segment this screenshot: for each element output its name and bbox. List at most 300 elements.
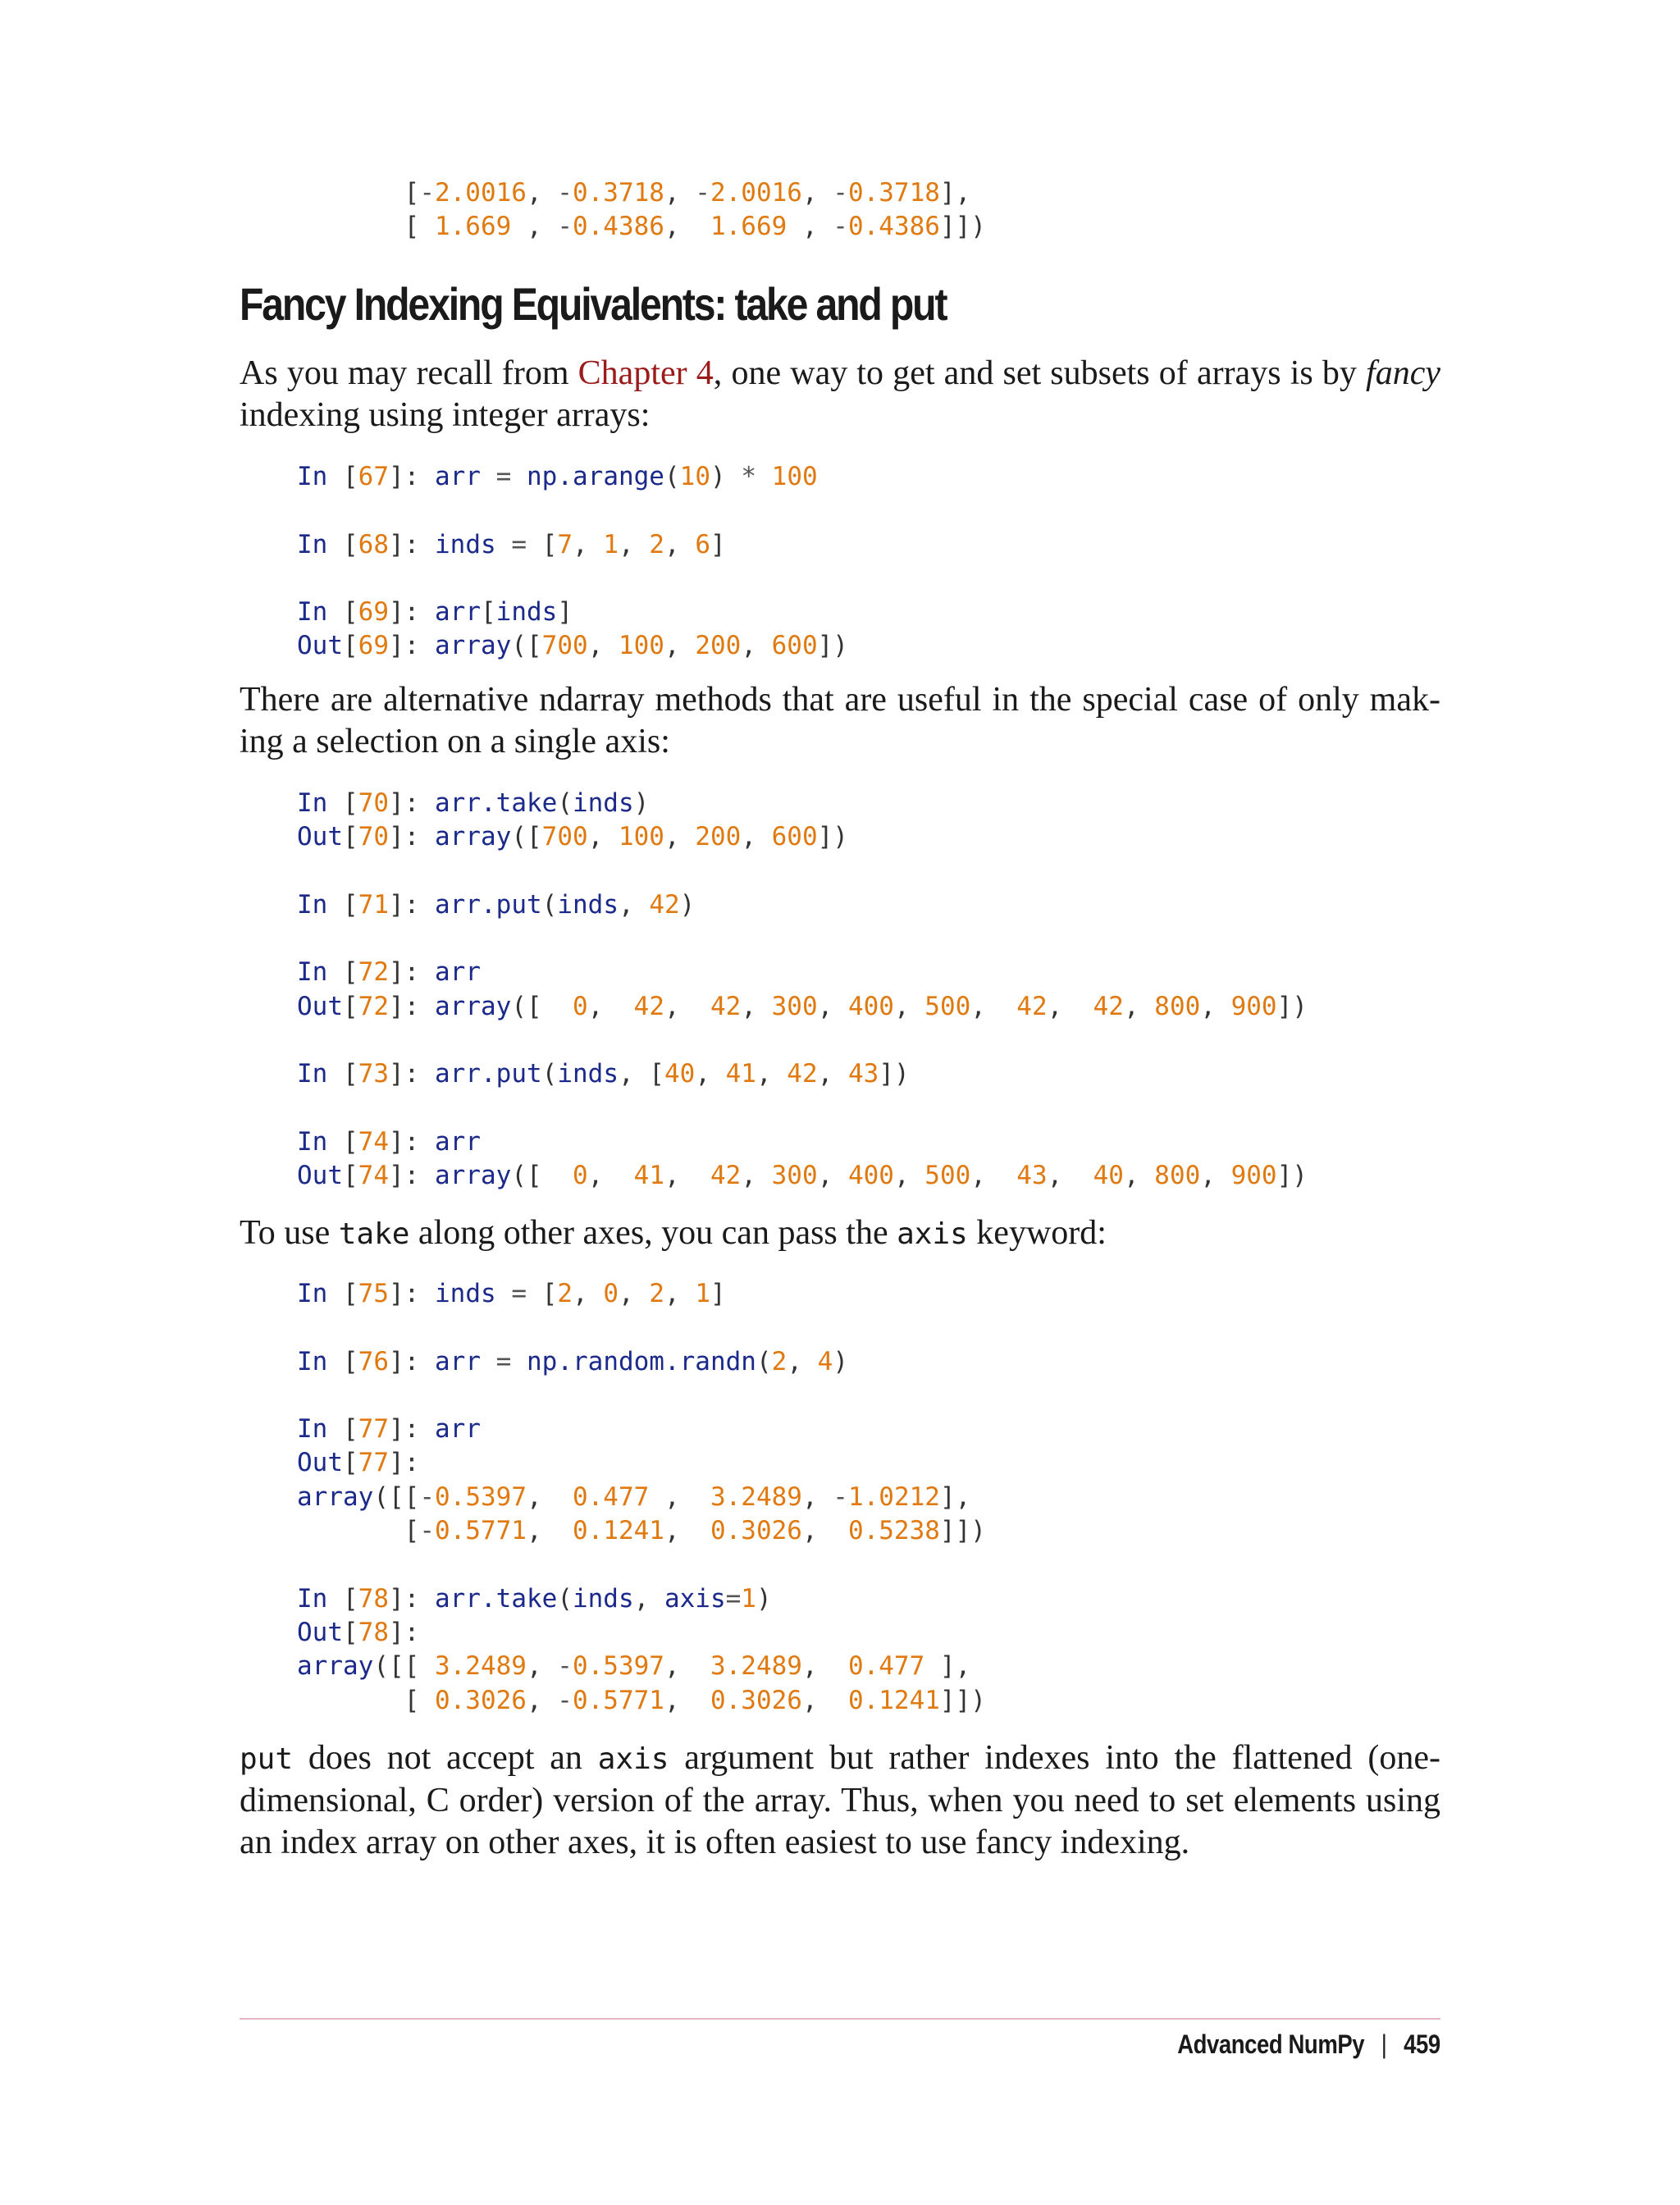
code-token: 78 [358,1583,389,1614]
code-put: put [240,1742,294,1776]
code-block-top [297,176,986,244]
code-token: 0 [603,1279,619,1308]
code-token: [ [343,631,358,661]
code-token: , [787,212,833,242]
code-line [297,888,1308,922]
code-axis-2: axis [597,1742,669,1776]
code-line [297,210,986,244]
code-token: In [297,1414,343,1445]
code-token: 300 [771,1161,818,1191]
code-token: - [419,178,435,208]
code-token: [ [343,462,358,491]
code-token: , [587,991,634,1021]
code-token: 75 [358,1279,389,1308]
code-token: 42 [710,991,742,1021]
code-token: In [297,529,343,559]
code-token: - [557,178,573,208]
code-token: [ [343,889,358,920]
code-token: 2 [649,1279,664,1308]
code-token: = [481,1346,527,1376]
code-token: , [664,178,696,208]
code-token: 3.2489 [434,1651,527,1682]
code-token: 70 [358,788,389,818]
paragraph-intro-text-2: , one way to get and set subsets of arrays is by [713,354,1367,392]
code-token: 0 [572,1161,588,1191]
code-token: 0.1241 [847,1685,940,1715]
code-token: 72 [358,957,389,988]
paragraph-put-text: does not accept an [293,1739,598,1777]
code-token: ]: [389,1583,435,1614]
code-token: [ [297,212,435,242]
code-token: [ [343,1346,358,1376]
section-heading: Fancy Indexing Equivalents: take and put [240,278,947,330]
code-token: ]: [389,631,435,661]
code-token: , [649,1481,710,1512]
code-token: 2 [557,1279,573,1308]
code-line [297,528,848,562]
code-token: 69 [358,631,389,661]
code-token: 0.5771 [434,1516,527,1546]
code-line [297,1024,1308,1057]
code-token: - [833,178,848,208]
code-token: = [725,1583,742,1614]
code-token: 10 [679,462,710,491]
code-token: ) [679,889,696,920]
code-token: 1 [695,1279,710,1308]
code-token: 6 [695,529,710,559]
code-token: Out [297,991,343,1021]
emphasis-fancy: fancy [1366,354,1440,392]
code-token: , [664,1685,710,1715]
code-token: - [419,1516,435,1546]
code-token: , [526,1651,558,1682]
code-token: Out [297,1161,343,1191]
code-token: 40 [664,1059,696,1089]
code-token: ], [939,178,971,208]
footer-rule [240,2018,1440,2020]
code-line [297,1684,986,1718]
code-token: 77 [358,1414,389,1445]
code-token: , [573,1279,604,1308]
code-token: 0.3718 [847,178,940,208]
code-token: 1 [741,1583,756,1614]
code-token: , [619,1279,650,1308]
code-token: - [419,1481,435,1512]
code-token: 0.3026 [434,1685,527,1715]
code-token: In [297,597,343,628]
code-token: Out [297,631,343,661]
code-line [297,1159,1308,1193]
code-token: , [526,1516,573,1546]
code-token: [ [541,1279,558,1308]
code-token: In [297,462,343,491]
code-token: , [619,529,650,559]
code-token: , [756,1059,788,1089]
code-token: 1 [603,529,619,559]
code-token: ) [756,1583,772,1614]
code-token: , [1200,991,1231,1021]
code-token: array [435,631,512,661]
code-token: , [633,1583,664,1614]
code-token: [ [343,1126,358,1157]
code-token: = [495,529,542,559]
code-line [297,460,848,494]
code-token: In [297,1126,343,1157]
code-token: ]) [817,822,848,852]
code-token: 42 [1016,991,1048,1021]
code-token: ( [541,889,558,920]
code-token: In [297,1583,343,1614]
code-token: inds [435,1279,496,1308]
code-token: Out [297,1617,343,1647]
paragraph-take-text: To use [240,1214,339,1252]
paragraph-alternatives: There are alternative ndarray methods that are useful in the special case of only making a selection on a single axis: [240,681,1440,760]
code-token: [ [343,1617,358,1647]
code-token: ([[ [373,1481,420,1512]
code-line [297,787,1308,820]
code-token: [ [343,1583,358,1614]
code-line [297,1311,986,1344]
code-token: 42 [1093,991,1124,1021]
code-token: 500 [924,1161,971,1191]
code-token: , [741,991,772,1021]
code-token: , [801,1481,833,1512]
code-line [297,820,1308,854]
code-token: , [587,822,619,852]
code-token: 41 [633,1161,664,1191]
code-token: [ [343,1059,358,1089]
code-token: np.random.randn [527,1346,756,1376]
code-line [297,1446,986,1480]
code-token: 74 [358,1126,389,1157]
code-token: arr.put [435,1059,542,1089]
code-token: 42 [787,1059,818,1089]
code-token: 3.2489 [710,1651,802,1682]
code-token: , [664,212,710,242]
code-token: inds [495,597,558,628]
code-token: ]: [389,1161,435,1191]
code-token: ]: [389,1279,435,1308]
code-token: 300 [771,991,818,1021]
code-token: inds [557,889,619,920]
code-token: arr [435,1346,481,1376]
code-take: take [338,1217,410,1251]
code-token: 200 [695,631,742,661]
code-token: [ [541,529,558,559]
code-token: 200 [695,822,742,852]
code-token: 71 [358,889,389,920]
code-line [297,990,1308,1024]
code-token: axis [664,1583,726,1614]
code-token: ( [557,788,573,818]
code-token: [ [343,991,358,1021]
code-token: [ [343,957,358,988]
code-token: ]]) [939,1516,986,1546]
code-token: [ [343,1414,358,1445]
code-token: 0.5397 [572,1651,664,1682]
code-token: ]: [389,1346,435,1376]
code-token: ]: [389,597,435,628]
code-token: , [1123,1161,1155,1191]
code-token: ]: [389,788,435,818]
code-token: , [664,1279,696,1308]
code-token: Out [297,1448,343,1478]
code-token: - [695,178,710,208]
code-line [297,596,848,629]
code-token: , [741,631,772,661]
code-token: [ [297,178,420,208]
footer-section-title: Advanced NumPy [1177,2029,1365,2059]
code-token: 67 [358,462,389,491]
code-token: , [817,1059,848,1089]
code-token: 77 [358,1448,389,1478]
code-block-1 [297,460,848,664]
code-token: - [557,1651,573,1682]
code-line [297,956,1308,989]
code-token: , [970,1161,1017,1191]
code-token: , [695,1059,726,1089]
code-token: arr [435,597,481,628]
code-token: , [664,1651,710,1682]
code-token: 73 [358,1059,389,1089]
code-token: 1.0212 [847,1481,940,1512]
paragraph-take-text-2: along other axes, you can pass the [409,1214,897,1252]
code-token: 42 [633,991,664,1021]
code-token: 600 [771,631,818,661]
code-token: arr.take [435,1583,558,1614]
code-token: ], [939,1481,971,1512]
code-token: , [664,1161,710,1191]
code-line [297,922,1308,956]
code-token: 43 [847,1059,879,1089]
paragraph-take-text-3: keyword: [967,1214,1107,1252]
code-token: inds [557,1059,619,1089]
code-token: arr [435,957,481,988]
code-token: [ [343,1161,358,1191]
code-token: inds [435,529,496,559]
code-token: ]: [389,822,435,852]
code-token: , [618,889,650,920]
code-token: , [664,631,696,661]
code-token: ([ [511,991,573,1021]
code-token: 100 [618,631,664,661]
code-token: , [664,1516,710,1546]
code-token: , [801,178,833,208]
code-token: In [297,1059,343,1089]
code-line [297,1057,1308,1091]
code-line [297,1092,1308,1125]
code-token: 900 [1230,991,1277,1021]
code-token: 0 [572,991,588,1021]
code-token: 0.5397 [435,1481,527,1512]
code-token: [ [297,1685,435,1715]
code-block-3 [297,1277,986,1718]
code-token: - [557,212,573,242]
code-token: [ [481,597,496,628]
code-token: In [297,1279,343,1308]
code-token: In [297,889,343,920]
code-token: 800 [1154,1161,1201,1191]
code-token: ]: [389,957,435,988]
code-token: ( [557,1583,573,1614]
code-token: array [435,1161,512,1191]
code-token: 4 [817,1346,833,1376]
code-token: In [297,788,343,818]
code-token: ]) [1276,1161,1308,1191]
code-token: 100 [618,822,664,852]
code-token: , [ [618,1059,664,1089]
code-line [297,1277,986,1311]
code-token: 100 [771,462,818,491]
code-line [297,1125,1308,1159]
code-token: ] [710,1279,726,1308]
code-token: , [1200,1161,1231,1191]
code-axis: axis [897,1217,968,1251]
paragraph-intro-text-3: indexing using integer arrays: [240,396,651,434]
code-line [297,1345,986,1379]
code-token: ( [756,1346,772,1376]
code-token: ]: [389,529,435,559]
code-token: [ [343,1448,358,1478]
code-token: [ [297,1516,420,1546]
page-number: 459 [1404,2029,1440,2059]
code-token: arr.put [435,889,542,920]
code-token: 0.4386 [572,212,664,242]
paragraph-intro [240,353,1440,436]
code-token: 400 [847,1161,894,1191]
code-token: ]: [389,462,435,491]
code-token: , [573,529,604,559]
code-token: , [970,991,1017,1021]
code-token: 68 [358,529,389,559]
code-token: 0.5238 [847,1516,940,1546]
code-token: Out [297,822,343,852]
code-token: ]]) [939,212,986,242]
code-token: 800 [1154,991,1201,1021]
code-token: 3.2489 [710,1481,802,1512]
code-token: ) [633,788,650,818]
code-token: , [741,822,772,852]
code-token: ) [833,1346,848,1376]
code-token: 0.4386 [847,212,940,242]
code-line [297,1379,986,1413]
code-token: * [725,462,772,491]
code-token: , [526,1685,558,1715]
footer-separator: | [1381,2029,1387,2059]
code-token: , [787,1346,818,1376]
code-line [297,1616,986,1650]
code-token: array [435,991,512,1021]
code-token: [ [343,597,358,628]
code-block-2 [297,787,1308,1194]
code-line [297,1582,986,1616]
code-token: array [435,822,512,852]
code-token: - [557,1685,573,1715]
code-token: 1.669 [434,212,512,242]
code-token: ([ [511,631,542,661]
code-token: 0.3718 [572,178,664,208]
code-token: ]: [389,1126,435,1157]
code-token: 43 [1016,1161,1048,1191]
code-token: , [893,991,925,1021]
code-token: ]) [817,631,848,661]
code-token: ]) [1276,991,1308,1021]
code-token: , [1123,991,1155,1021]
code-token: , [801,1516,848,1546]
code-token: , [801,1651,848,1682]
code-token: ]: [389,889,435,920]
code-token: , [741,1161,772,1191]
paragraph-take-axis [240,1212,1440,1255]
code-token: 0.1241 [572,1516,664,1546]
code-token: inds [572,1583,634,1614]
code-token: , [801,1685,848,1715]
code-token: 42 [649,889,680,920]
code-token: arr.take [435,788,558,818]
code-token: 74 [358,1161,389,1191]
code-token: ([ [511,1161,573,1191]
code-token: , [664,991,710,1021]
paragraph-intro-text: As you may recall from [240,354,578,392]
code-token: , [817,991,848,1021]
code-token: 400 [847,991,894,1021]
code-token: [ [343,1279,358,1308]
code-token: 40 [1093,1161,1124,1191]
code-token: ]]) [939,1685,986,1715]
code-token: ([ [511,822,542,852]
code-token: ], [924,1651,971,1682]
code-token: arr [435,1126,481,1157]
code-token: , [1047,1161,1093,1191]
code-token: , [817,1161,848,1191]
code-token: [ [343,788,358,818]
code-token: 42 [710,1161,742,1191]
code-token: = [481,462,527,491]
code-token: 76 [358,1346,389,1376]
code-token: 1.669 [710,212,788,242]
code-token: - [833,212,848,242]
code-token: ( [664,462,680,491]
code-line [297,629,848,663]
code-token: In [297,957,343,988]
chapter-link[interactable]: Chapter 4 [578,354,714,392]
code-token: ]: [389,1414,435,1445]
code-token: 0.3026 [710,1685,802,1715]
code-token: ([[ [373,1651,435,1682]
code-token: - [833,1481,848,1512]
code-token: , [587,631,619,661]
code-token: arr [435,462,481,491]
code-token: , [664,529,696,559]
code-token: 500 [924,991,971,1021]
code-token: 72 [358,991,389,1021]
code-line [297,1650,986,1683]
code-token: 2 [649,529,664,559]
code-token: inds [572,788,634,818]
code-token: , [511,212,558,242]
code-token: 7 [557,529,573,559]
code-token: ] [557,597,573,628]
code-token: ( [541,1059,558,1089]
paragraph-put-text-2: argument but rather indexes into the flattened (one-dimensional, C order) version of the array. Thus, when you need to set elements using an index array on other axes, it is often easiest to use fancy indexing. [240,1739,1440,1861]
code-token: , [893,1161,925,1191]
code-token: , [526,1481,573,1512]
code-token: 600 [771,822,818,852]
code-token: , [1047,991,1093,1021]
code-token: ] [710,529,726,559]
code-token: 700 [541,822,588,852]
code-token: 700 [541,631,588,661]
